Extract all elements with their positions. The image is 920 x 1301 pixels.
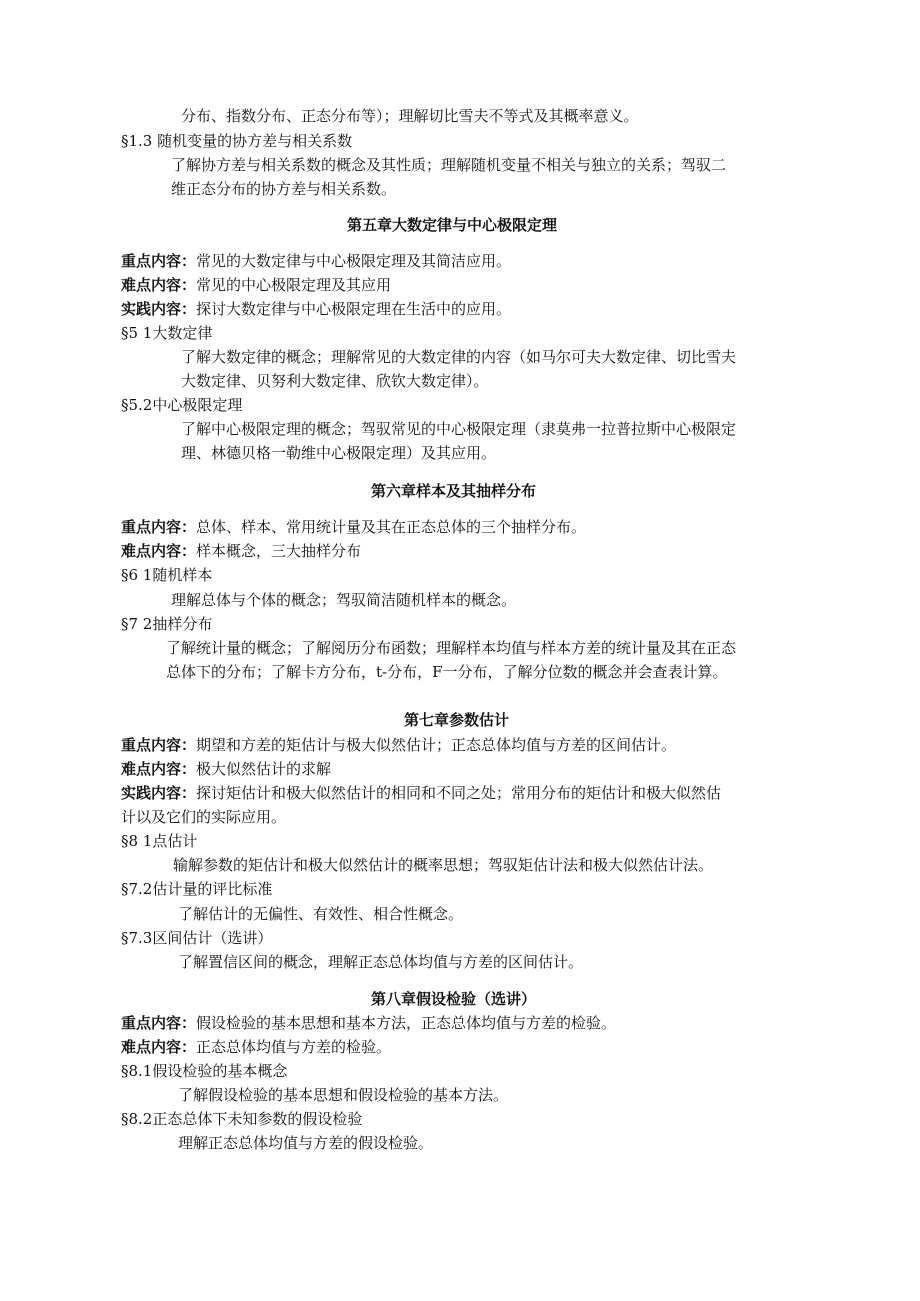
section-title: §7 2抽样分布 xyxy=(121,615,213,633)
practice-label: 实践内容： xyxy=(121,300,197,318)
difficult-label: 难点内容： xyxy=(121,542,197,560)
text-line: 理、林德贝格一勒维中心极限定理）及其应用。 xyxy=(181,444,497,462)
text-line: 了解大数定律的概念；理解常见的大数定律的内容（如马尔可夫大数定律、切比雪夫 xyxy=(181,348,737,366)
section-title: §5 1大数定律 xyxy=(121,324,213,342)
difficult-label: 难点内容： xyxy=(121,760,197,778)
chapter-title: 第七章参数估计 xyxy=(404,711,510,729)
text-line: 理解总体与个体的概念；驾驭简洁随机样本的概念。 xyxy=(171,591,517,609)
text-line: 了解统计量的概念；了解阅历分布函数；理解样本均值与样本方差的统计量及其在正态 xyxy=(166,639,737,657)
difficult-content xyxy=(121,541,361,561)
key-content xyxy=(121,517,586,537)
key-content xyxy=(121,1013,616,1033)
key-label: 重点内容： xyxy=(121,518,197,536)
text-line: 大数定律、贝努利大数定律、欣钦大数定律）。 xyxy=(181,372,489,390)
practice-text: 探讨大数定律与中心极限定理在生活中的应用。 xyxy=(196,300,512,318)
section-title: §5.2中心极限定理 xyxy=(121,396,243,414)
text-line: 维正态分布的协方差与相关系数。 xyxy=(171,180,397,198)
difficult-text: 极大似然估计的求解 xyxy=(196,760,332,778)
key-text: 期望和方差的矩估计与极大似然估计；正态总体均值与方差的区间估计。 xyxy=(196,736,677,754)
difficult-label: 难点内容： xyxy=(121,276,197,294)
text-line: 总体下的分布；了解卡方分布，t-分布，F一分布，了解分位数的概念并会查表计算。 xyxy=(166,663,728,681)
difficult-text: 常见的中心极限定理及其应用 xyxy=(196,276,392,294)
difficult-content xyxy=(121,275,391,295)
section-title: §8.1假设检验的基本概念 xyxy=(121,1062,288,1080)
text-line: 了解协方差与相关系数的概念及其性质；理解随机变量不相关与独立的关系；驾驭二 xyxy=(171,156,727,174)
practice-label: 实践内容： xyxy=(121,784,197,802)
section-title: §8.2正态总体下未知参数的假设检验 xyxy=(121,1110,363,1128)
text-line: 了解估计的无偏性、有效性、相合性概念。 xyxy=(178,905,464,923)
difficult-content xyxy=(121,759,331,779)
section-title: §7.2估计量的评比标准 xyxy=(121,880,273,898)
text-line: 输解参数的矩估计和极大似然估计的概率思想；驾驭矩估计法和极大似然估计法。 xyxy=(173,856,714,874)
key-text: 假设检验的基本思想和基本方法，正态总体均值与方差的检验。 xyxy=(196,1014,617,1032)
chapter-title: 第八章假设检验（选讲） xyxy=(371,990,537,1008)
key-label: 重点内容： xyxy=(121,1014,197,1032)
section-title: §1.3 随机变量的协方差与相关系数 xyxy=(121,132,353,150)
text-line: 了解置信区间的概念，理解正态总体均值与方差的区间估计。 xyxy=(178,953,584,971)
difficult-text: 样本概念，三大抽样分布 xyxy=(196,542,362,560)
text-line: 了解中心极限定理的概念；驾驭常见的中心极限定理（隶莫弗一拉普拉斯中心极限定 xyxy=(181,420,737,438)
section-title: §8 1点估计 xyxy=(121,832,198,850)
difficult-content xyxy=(121,1037,391,1057)
key-text: 总体、样本、常用统计量及其在正态总体的三个抽样分布。 xyxy=(196,518,587,536)
text-line: 理解正态总体均值与方差的假设检验。 xyxy=(178,1134,434,1152)
key-label: 重点内容： xyxy=(121,252,197,270)
chapter-title: 第五章大数定律与中心极限定理 xyxy=(347,216,558,234)
practice-content xyxy=(121,783,721,803)
key-content xyxy=(121,735,676,755)
text-line: 分布、指数分布、正态分布等）；理解切比雪夫不等式及其概率意义。 xyxy=(181,107,639,125)
text-line: 计以及它们的实际应用。 xyxy=(121,808,287,826)
practice-text: 探讨矩估计和极大似然估计的相同和不同之处；常用分布的矩估计和极大似然估 xyxy=(196,784,722,802)
section-title: §6 1随机样本 xyxy=(121,566,213,584)
key-content xyxy=(121,251,511,271)
key-label: 重点内容： xyxy=(121,736,197,754)
section-title: §7.3区间估计（选讲） xyxy=(121,929,273,947)
key-text: 常见的大数定律与中心极限定理及其简洁应用。 xyxy=(196,252,512,270)
difficult-label: 难点内容： xyxy=(121,1038,197,1056)
difficult-text: 正态总体均值与方差的检验。 xyxy=(196,1038,392,1056)
chapter-title: 第六章样本及其抽样分布 xyxy=(371,482,537,500)
practice-content xyxy=(121,299,511,319)
text-line: 了解假设检验的基本思想和假设检验的基本方法。 xyxy=(178,1086,509,1104)
